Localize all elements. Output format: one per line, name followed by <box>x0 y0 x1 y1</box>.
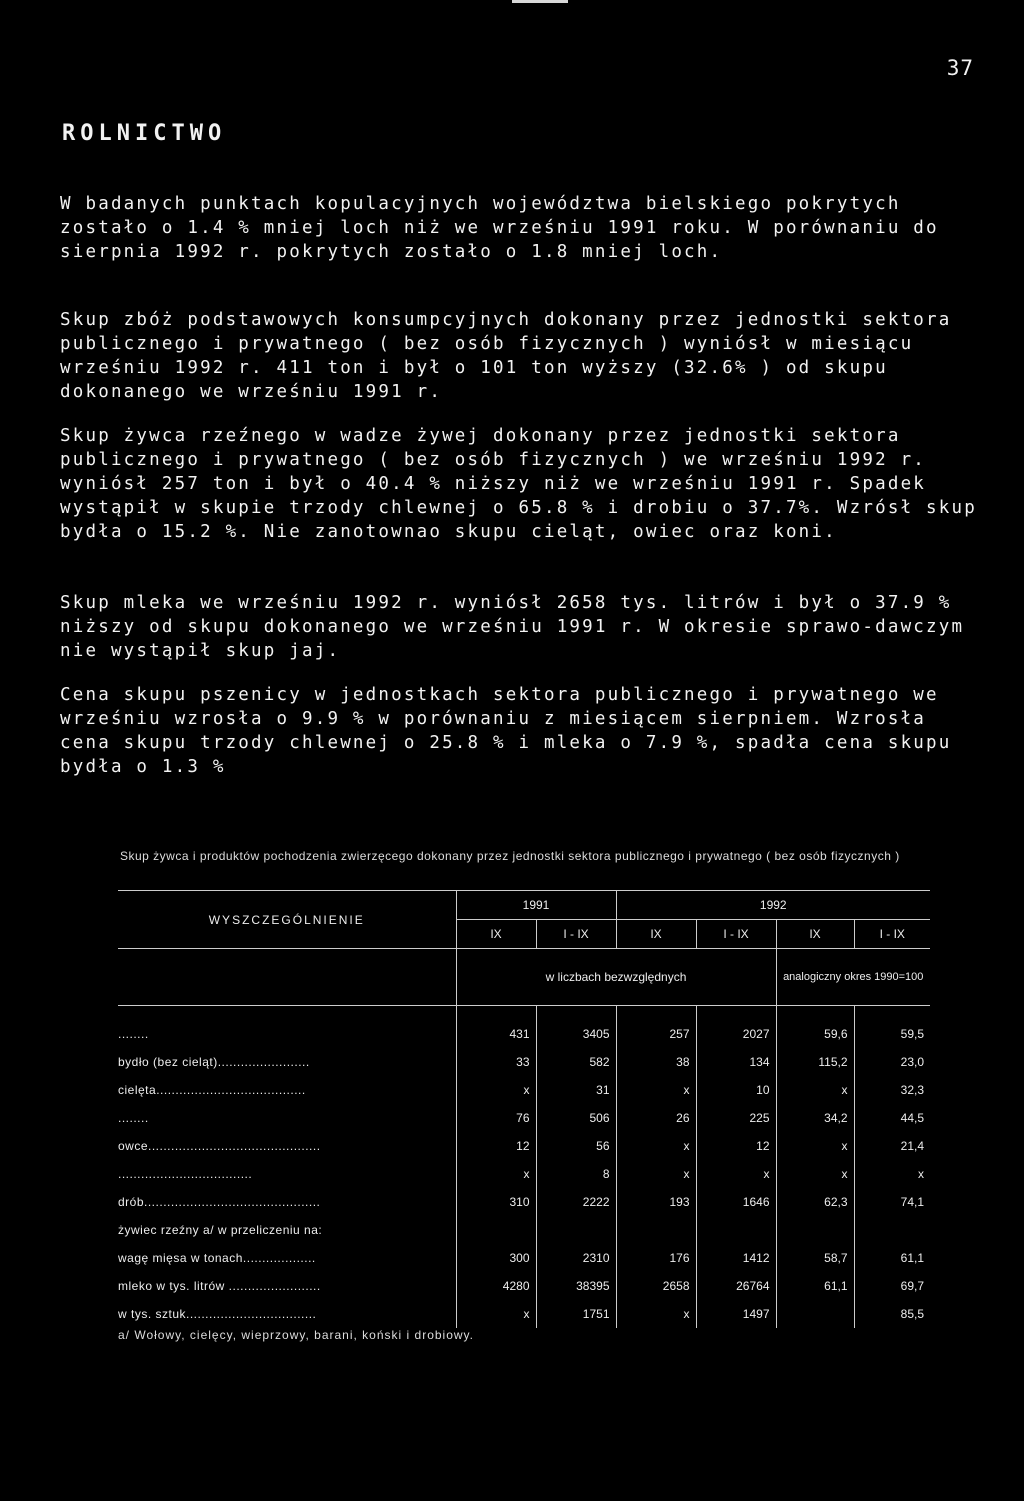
cell-value: 58,7 <box>776 1244 854 1272</box>
cell-value: 506 <box>536 1104 616 1132</box>
cell-value: 2027 <box>696 1020 776 1048</box>
table-footnote: a/ Wołowy, cielęcy, wieprzowy, barani, koński i drobiowy. <box>118 1328 474 1342</box>
header-unit-absolute: w liczbach bezwzględnych <box>456 949 776 1006</box>
cell-value: 85,5 <box>854 1300 930 1328</box>
cell-value: 62,3 <box>776 1188 854 1216</box>
cell-value: 61,1 <box>776 1272 854 1300</box>
cell-value: 44,5 <box>854 1104 930 1132</box>
paragraph-prices: Cena skupu pszenicy w jednostkach sektora publicznego i prywatnego we wrześniu wzrosła o 9.9 % w porównaniu z miesiącem sierpniem. Wzrosła cena skupu trzody chlewnej o 25.8 % i mleka o 7.9 %, spadła cena skupu bydła o 1.3 % <box>60 685 952 777</box>
cell-value: x <box>616 1132 696 1160</box>
cell-value: 26 <box>616 1104 696 1132</box>
row-label: bydło (bez cieląt)........................ <box>118 1055 310 1069</box>
row-label: ................................... <box>118 1167 253 1181</box>
cell-value: 1497 <box>696 1300 776 1328</box>
cell-value: x <box>776 1076 854 1104</box>
cell-value: 38 <box>616 1048 696 1076</box>
cell-value: 38395 <box>536 1272 616 1300</box>
cell-value: 134 <box>696 1048 776 1076</box>
paragraph-livestock-purchase: Skup żywca rzeźnego w wadze żywej dokonany przez jednostki sektora publicznego i prywatnego ( bez osób fizycznych ) we wrześniu 1992 r. wyniósł 257 ton i był o 40.4 % niższy niż we wrześniu 1991 r. Spadek wystąpił w skupie trzody chlewnej o 65.8 % i drobiu o 37.7%. Wzrósł skup bydła o 15.2 %. Nie zanotownao skupu cieląt, owiec oraz koni. <box>60 426 977 542</box>
cell-value <box>456 1216 536 1244</box>
row-label: ........ <box>118 1027 149 1041</box>
cell-value: 34,2 <box>776 1104 854 1132</box>
cell-value: 4280 <box>456 1272 536 1300</box>
paragraph-insemination: W badanych punktach kopulacyjnych województwa bielskiego pokrytych zostało o 1.4 % mniej loch niż we wrześniu 1991 roku. W porównaniu do sierpnia 1992 r. pokrytych zostało o 1.8 mniej loch. <box>60 194 939 262</box>
paragraph-milk-purchase: Skup mleka we wrześniu 1992 r. wyniósł 2658 tys. litrów i był o 37.9 % niższy od skupu dokonanego we wrześniu 1991 r. W okresie sprawo-dawczym nie wystąpił skup jaj. <box>60 593 965 661</box>
cell-value: 1412 <box>696 1244 776 1272</box>
cell-value: 310 <box>456 1188 536 1216</box>
cell-value: 61,1 <box>854 1244 930 1272</box>
row-label: drób.............................................. <box>118 1195 321 1209</box>
cell-value: 2658 <box>616 1272 696 1300</box>
table-row <box>118 1216 930 1244</box>
cell-value: 3405 <box>536 1020 616 1048</box>
cell-value: x <box>696 1160 776 1188</box>
cell-value: 69,7 <box>854 1272 930 1300</box>
subcol-header: IX <box>776 920 854 949</box>
row-label: owce............................................. <box>118 1139 321 1153</box>
subcol-header: I - IX <box>536 920 616 949</box>
table-row <box>118 1188 930 1216</box>
cell-value: 431 <box>456 1020 536 1048</box>
cell-value: 176 <box>616 1244 696 1272</box>
cell-value: 8 <box>536 1160 616 1188</box>
purchase-table <box>118 890 930 1328</box>
header-unit-index: analogiczny okres 1990=100 <box>776 949 930 1006</box>
table-row <box>118 1132 930 1160</box>
cell-value <box>616 1216 696 1244</box>
cell-value: x <box>854 1160 930 1188</box>
cell-value: 2310 <box>536 1244 616 1272</box>
row-label: cielęta....................................... <box>118 1083 306 1097</box>
table-row <box>118 1104 930 1132</box>
cell-value: 582 <box>536 1048 616 1076</box>
cell-value: 56 <box>536 1132 616 1160</box>
cell-value: x <box>456 1076 536 1104</box>
row-label: wagę mięsa w tonach................... <box>118 1251 316 1265</box>
header-year-1991: 1991 <box>456 891 616 920</box>
cell-value: 59,5 <box>854 1020 930 1048</box>
table-row <box>118 1160 930 1188</box>
cell-value: 12 <box>696 1132 776 1160</box>
row-label: żywiec rzeźny a/ w przeliczeniu na: <box>118 1223 323 1237</box>
cell-value: 12 <box>456 1132 536 1160</box>
cell-value: x <box>776 1132 854 1160</box>
table-row <box>118 1076 930 1104</box>
table-row <box>118 1244 930 1272</box>
cell-value: 115,2 <box>776 1048 854 1076</box>
row-label: mleko w tys. litrów ........................ <box>118 1279 321 1293</box>
cell-value: x <box>616 1300 696 1328</box>
cell-value <box>696 1216 776 1244</box>
paragraph-grain-purchase: Skup zbóż podstawowych konsumpcyjnych dokonany przez jednostki sektora publicznego i prywatnego ( bez osób fizycznych ) wyniósł w miesiącu wrześniu 1992 r. 411 ton i był o 101 ton wyższy (32.6% ) od skupu dokonanego we wrześniu 1991 r. <box>60 310 952 402</box>
cell-value: x <box>776 1160 854 1188</box>
table-row <box>118 1048 930 1076</box>
section-heading: ROLNICTWO <box>62 121 227 146</box>
cell-value: x <box>456 1300 536 1328</box>
table-row <box>118 1272 930 1300</box>
cell-value: 76 <box>456 1104 536 1132</box>
subcol-header: I - IX <box>696 920 776 949</box>
header-year-1992: 1992 <box>616 891 930 920</box>
cell-value: 32,3 <box>854 1076 930 1104</box>
subcol-header: IX <box>456 920 536 949</box>
cell-value: 257 <box>616 1020 696 1048</box>
table-row <box>118 1300 930 1328</box>
subcol-header: I - IX <box>854 920 930 949</box>
cell-value: 225 <box>696 1104 776 1132</box>
top-rule <box>512 0 568 3</box>
cell-value: 2222 <box>536 1188 616 1216</box>
cell-value: 21,4 <box>854 1132 930 1160</box>
row-label: w tys. sztuk.................................. <box>118 1307 317 1321</box>
cell-value: 10 <box>696 1076 776 1104</box>
cell-value: 59,6 <box>776 1020 854 1048</box>
cell-value: 31 <box>536 1076 616 1104</box>
table-row <box>118 1020 930 1048</box>
subcol-header: IX <box>616 920 696 949</box>
cell-value <box>854 1216 930 1244</box>
cell-value <box>776 1216 854 1244</box>
cell-value: x <box>456 1160 536 1188</box>
cell-value: 33 <box>456 1048 536 1076</box>
cell-value: 26764 <box>696 1272 776 1300</box>
cell-value: 23,0 <box>854 1048 930 1076</box>
header-label: WYSZCZEGÓLNIENIE <box>208 912 365 927</box>
row-label: ........ <box>118 1111 149 1125</box>
cell-value: 74,1 <box>854 1188 930 1216</box>
cell-value <box>536 1216 616 1244</box>
table-body <box>118 1020 930 1328</box>
cell-value: 1646 <box>696 1188 776 1216</box>
cell-value: x <box>616 1160 696 1188</box>
page-number: 37 <box>946 56 974 80</box>
cell-value: x <box>616 1076 696 1104</box>
cell-value: 193 <box>616 1188 696 1216</box>
cell-value <box>776 1300 854 1328</box>
cell-value: 300 <box>456 1244 536 1272</box>
table-caption: Skup żywca i produktów pochodzenia zwierzęcego dokonany przez jednostki sektora publicznego i prywatnego ( bez osób fizycznych ) <box>120 849 900 863</box>
cell-value: 1751 <box>536 1300 616 1328</box>
